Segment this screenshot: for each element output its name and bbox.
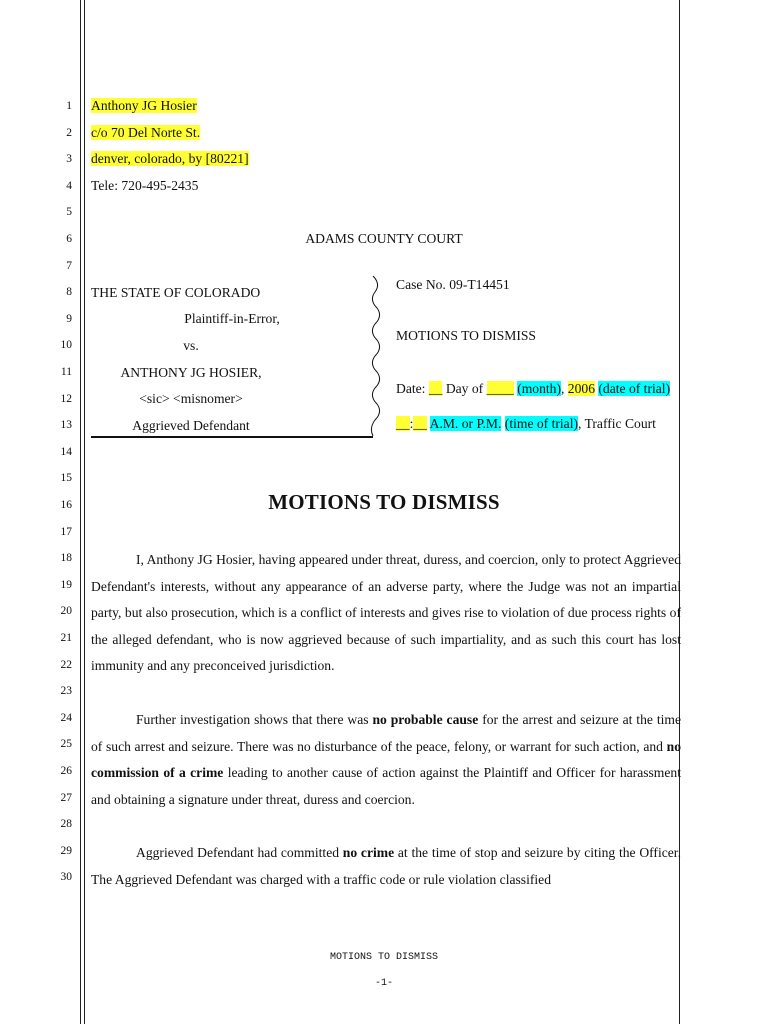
caption-plaintiff-role: Plaintiff-in-Error, bbox=[184, 311, 280, 326]
caption-defendant-role: Aggrieved Defendant bbox=[132, 418, 250, 433]
caption-underline bbox=[91, 436, 373, 438]
caption-defendant: ANTHONY JG HOSIER, bbox=[120, 365, 262, 380]
court-name: ADAMS COUNTY COURT bbox=[305, 231, 463, 246]
paragraph-1: I, Anthony JG Hosier, having appeared under threat, duress, and coercion, only to protect Aggrieved Defendant's interests, without any appearance of an adverse party, where the Judge was not an impartial party, but also prosecution, which is a conflict of interests and gives rise to violation of due process rights of the alleged defendant, who is now aggrieved because of such impartiality, and as such this court has lost immunity and any preconceived jurisdiction. bbox=[91, 552, 681, 674]
line-number: 18 bbox=[60, 552, 72, 565]
line-number: 29 bbox=[60, 844, 72, 857]
line-number: 12 bbox=[60, 392, 72, 405]
line-number: 9 bbox=[66, 312, 72, 325]
line-number: 11 bbox=[60, 366, 72, 378]
line-number: 10 bbox=[60, 339, 72, 352]
header-tele: Tele: 720-495-2435 bbox=[91, 178, 199, 193]
paragraph-3: Aggrieved Defendant had committed no crime at the time of stop and seizure by citing the Officer. The Aggrieved Defendant was charged with a traffic code or rule violation classified bbox=[91, 845, 681, 887]
header-address1: c/o 70 Del Norte St. bbox=[91, 125, 201, 140]
trial-time-line: __:__ A.M. or P.M. (time of trial), Traffic Court bbox=[396, 416, 656, 431]
line-number: 22 bbox=[60, 658, 72, 671]
line-number: 24 bbox=[60, 711, 72, 724]
line-number: 27 bbox=[60, 791, 72, 804]
line-number: 23 bbox=[60, 685, 72, 698]
line-number: 15 bbox=[60, 472, 72, 485]
line-number: 13 bbox=[60, 419, 72, 432]
header-address2: denver, colorado, by [80221] bbox=[91, 151, 249, 166]
paragraph-2: Further investigation shows that there was no probable cause for the arrest and seizure at the time of such arrest and seizure. There was no disturbance of the peace, felony, or warrant for such action, and no commission of a crime leading to another cause of action against the Plaintiff and Officer for harassment and obtaining a signature under threat, duress and coercion. bbox=[91, 712, 681, 807]
document-title: MOTIONS TO DISMISS bbox=[268, 490, 500, 514]
header-name: Anthony JG Hosier bbox=[91, 98, 197, 113]
line-number: 20 bbox=[60, 605, 72, 618]
line-number: 4 bbox=[66, 179, 72, 192]
line-number: 8 bbox=[66, 286, 72, 299]
caption-vs: vs. bbox=[183, 338, 199, 353]
caption-plaintiff: THE STATE OF COLORADO bbox=[91, 285, 261, 300]
page-number: -1- bbox=[374, 978, 393, 989]
line-number: 14 bbox=[60, 445, 72, 458]
line-number: 30 bbox=[60, 871, 72, 884]
line-number: 19 bbox=[60, 578, 72, 591]
footer-title: MOTIONS TO DISMISS bbox=[329, 952, 439, 963]
trial-date-line: Date: __ Day of ____ (month), 2006 (date of trial) bbox=[396, 381, 671, 396]
line-number: 25 bbox=[60, 738, 72, 751]
line-number: 7 bbox=[66, 259, 72, 272]
caption-brace bbox=[369, 276, 383, 436]
line-number: 1 bbox=[66, 100, 72, 112]
line-number: 16 bbox=[60, 499, 72, 511]
caption-sic: <sic> <misnomer> bbox=[139, 391, 243, 406]
line-number: 17 bbox=[60, 525, 72, 538]
line-number: 2 bbox=[66, 126, 72, 139]
line-number: 3 bbox=[66, 153, 72, 166]
case-number: Case No. 09-T14451 bbox=[396, 277, 510, 292]
line-number: 26 bbox=[60, 765, 72, 777]
line-number: 28 bbox=[60, 818, 72, 831]
line-number: 5 bbox=[66, 206, 72, 219]
line-number: 21 bbox=[60, 632, 72, 644]
line-number: 6 bbox=[66, 233, 72, 245]
motion-caption: MOTIONS TO DISMISS bbox=[396, 328, 536, 343]
